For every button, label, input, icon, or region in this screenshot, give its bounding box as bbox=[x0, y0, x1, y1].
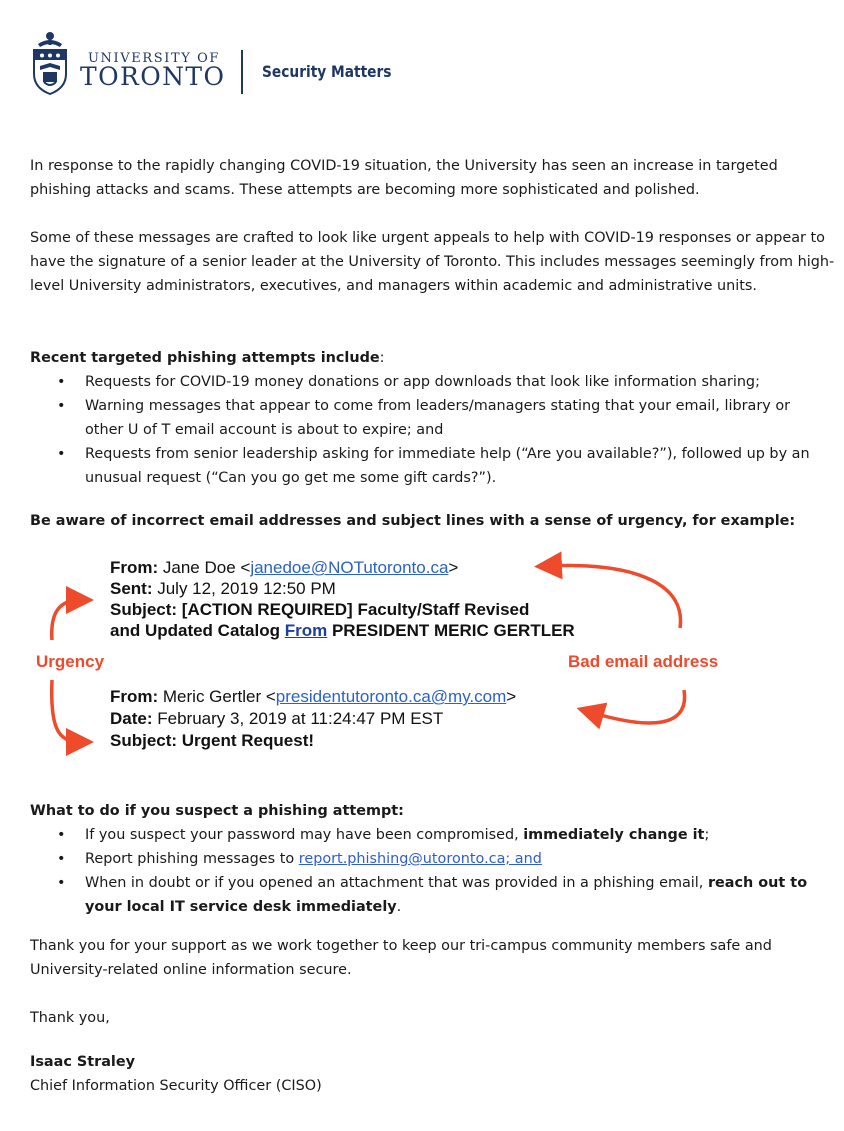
aware-heading: Be aware of incorrect email addresses and subject lines with a sense of urgency, for example: bbox=[30, 513, 796, 529]
annotation-urgency: Urgency bbox=[36, 652, 105, 671]
intro-paragraph-2: Some of these messages are crafted to look like urgent appeals to help with COVID-19 responses or appear to have the signature of a senior leader at the University of Toronto. This includes messages seemingly from high-level University administrators, executives, and managers within academic and administrative units. bbox=[30, 230, 835, 294]
list-item: • Requests for COVID-19 money donations or app downloads that look like information sharing; bbox=[30, 370, 820, 394]
arrow-urgency-up bbox=[52, 600, 80, 640]
list-item: • Warning messages that appear to come from leaders/managers stating that your email, library or other U of T email account is about to expire; and bbox=[30, 394, 820, 442]
fake-sender-address: janedoe@NOTutoronto.ca bbox=[250, 558, 449, 577]
recent-attempts-heading: Recent targeted phishing attempts include: bbox=[30, 350, 385, 366]
example-email-2-from: From: Meric Gertler <presidentutoronto.ca@my.com> bbox=[110, 687, 517, 706]
arrow-bad-email-down bbox=[590, 690, 685, 723]
list-item: • If you suspect your password may have been compromised, immediately change it; bbox=[30, 823, 820, 847]
signature-name: Isaac Straley bbox=[30, 1054, 136, 1070]
closing-thank-you: Thank you, bbox=[30, 1010, 110, 1026]
example-email-1-subject-line2: and Updated Catalog From PRESIDENT MERIC GERTLER bbox=[110, 621, 575, 640]
intro-paragraph-1: In response to the rapidly changing COVID-19 situation, the University has seen an increase in targeted phishing attacks and scams. These attempts are becoming more sophisticated and polished. bbox=[30, 158, 778, 198]
what-to-do-list bbox=[30, 823, 820, 919]
fake-sender-address: presidentutoronto.ca@my.com bbox=[275, 687, 507, 706]
university-wordmark-main: TORONTO bbox=[80, 62, 226, 91]
list-item: • When in doubt or if you opened an attachment that was provided in a phishing email, reach out to your local IT service desk immediately. bbox=[30, 871, 820, 919]
example-email-1-subject: Subject: [ACTION REQUIRED] Faculty/Staff Revised bbox=[110, 600, 530, 619]
report-phishing-email-link[interactable]: report.phishing@utoronto.ca; and bbox=[298, 851, 542, 867]
annotation-bad-email: Bad email address bbox=[568, 652, 719, 671]
arrow-urgency-down bbox=[52, 680, 80, 742]
example-email-1-from: From: Jane Doe <janedoe@NOTutoronto.ca> bbox=[110, 558, 459, 577]
header-title: Security Matters bbox=[262, 62, 392, 81]
list-item: • Report phishing messages to report.phishing@utoronto.ca; and bbox=[30, 847, 820, 871]
arrow-bad-email-up bbox=[548, 566, 681, 628]
what-to-do-heading: What to do if you suspect a phishing attempt: bbox=[30, 803, 404, 819]
signature-title: Chief Information Security Officer (CISO) bbox=[30, 1078, 322, 1094]
example-email-2-date: Date: February 3, 2019 at 11:24:47 PM EST bbox=[110, 709, 444, 728]
example-email-1-sent: Sent: July 12, 2019 12:50 PM bbox=[110, 579, 336, 598]
closing-paragraph: Thank you for your support as we work together to keep our tri-campus community members safe and University-related online information secure. bbox=[30, 938, 772, 978]
example-email-2-subject: Subject: Urgent Request! bbox=[110, 731, 315, 750]
list-item: • Requests from senior leadership asking for immediate help (“Are you available?”), followed up by an unusual request (“Can you go get me some gift cards?”). bbox=[30, 442, 820, 490]
university-wordmark-top: UNIVERSITY OF bbox=[88, 51, 221, 66]
